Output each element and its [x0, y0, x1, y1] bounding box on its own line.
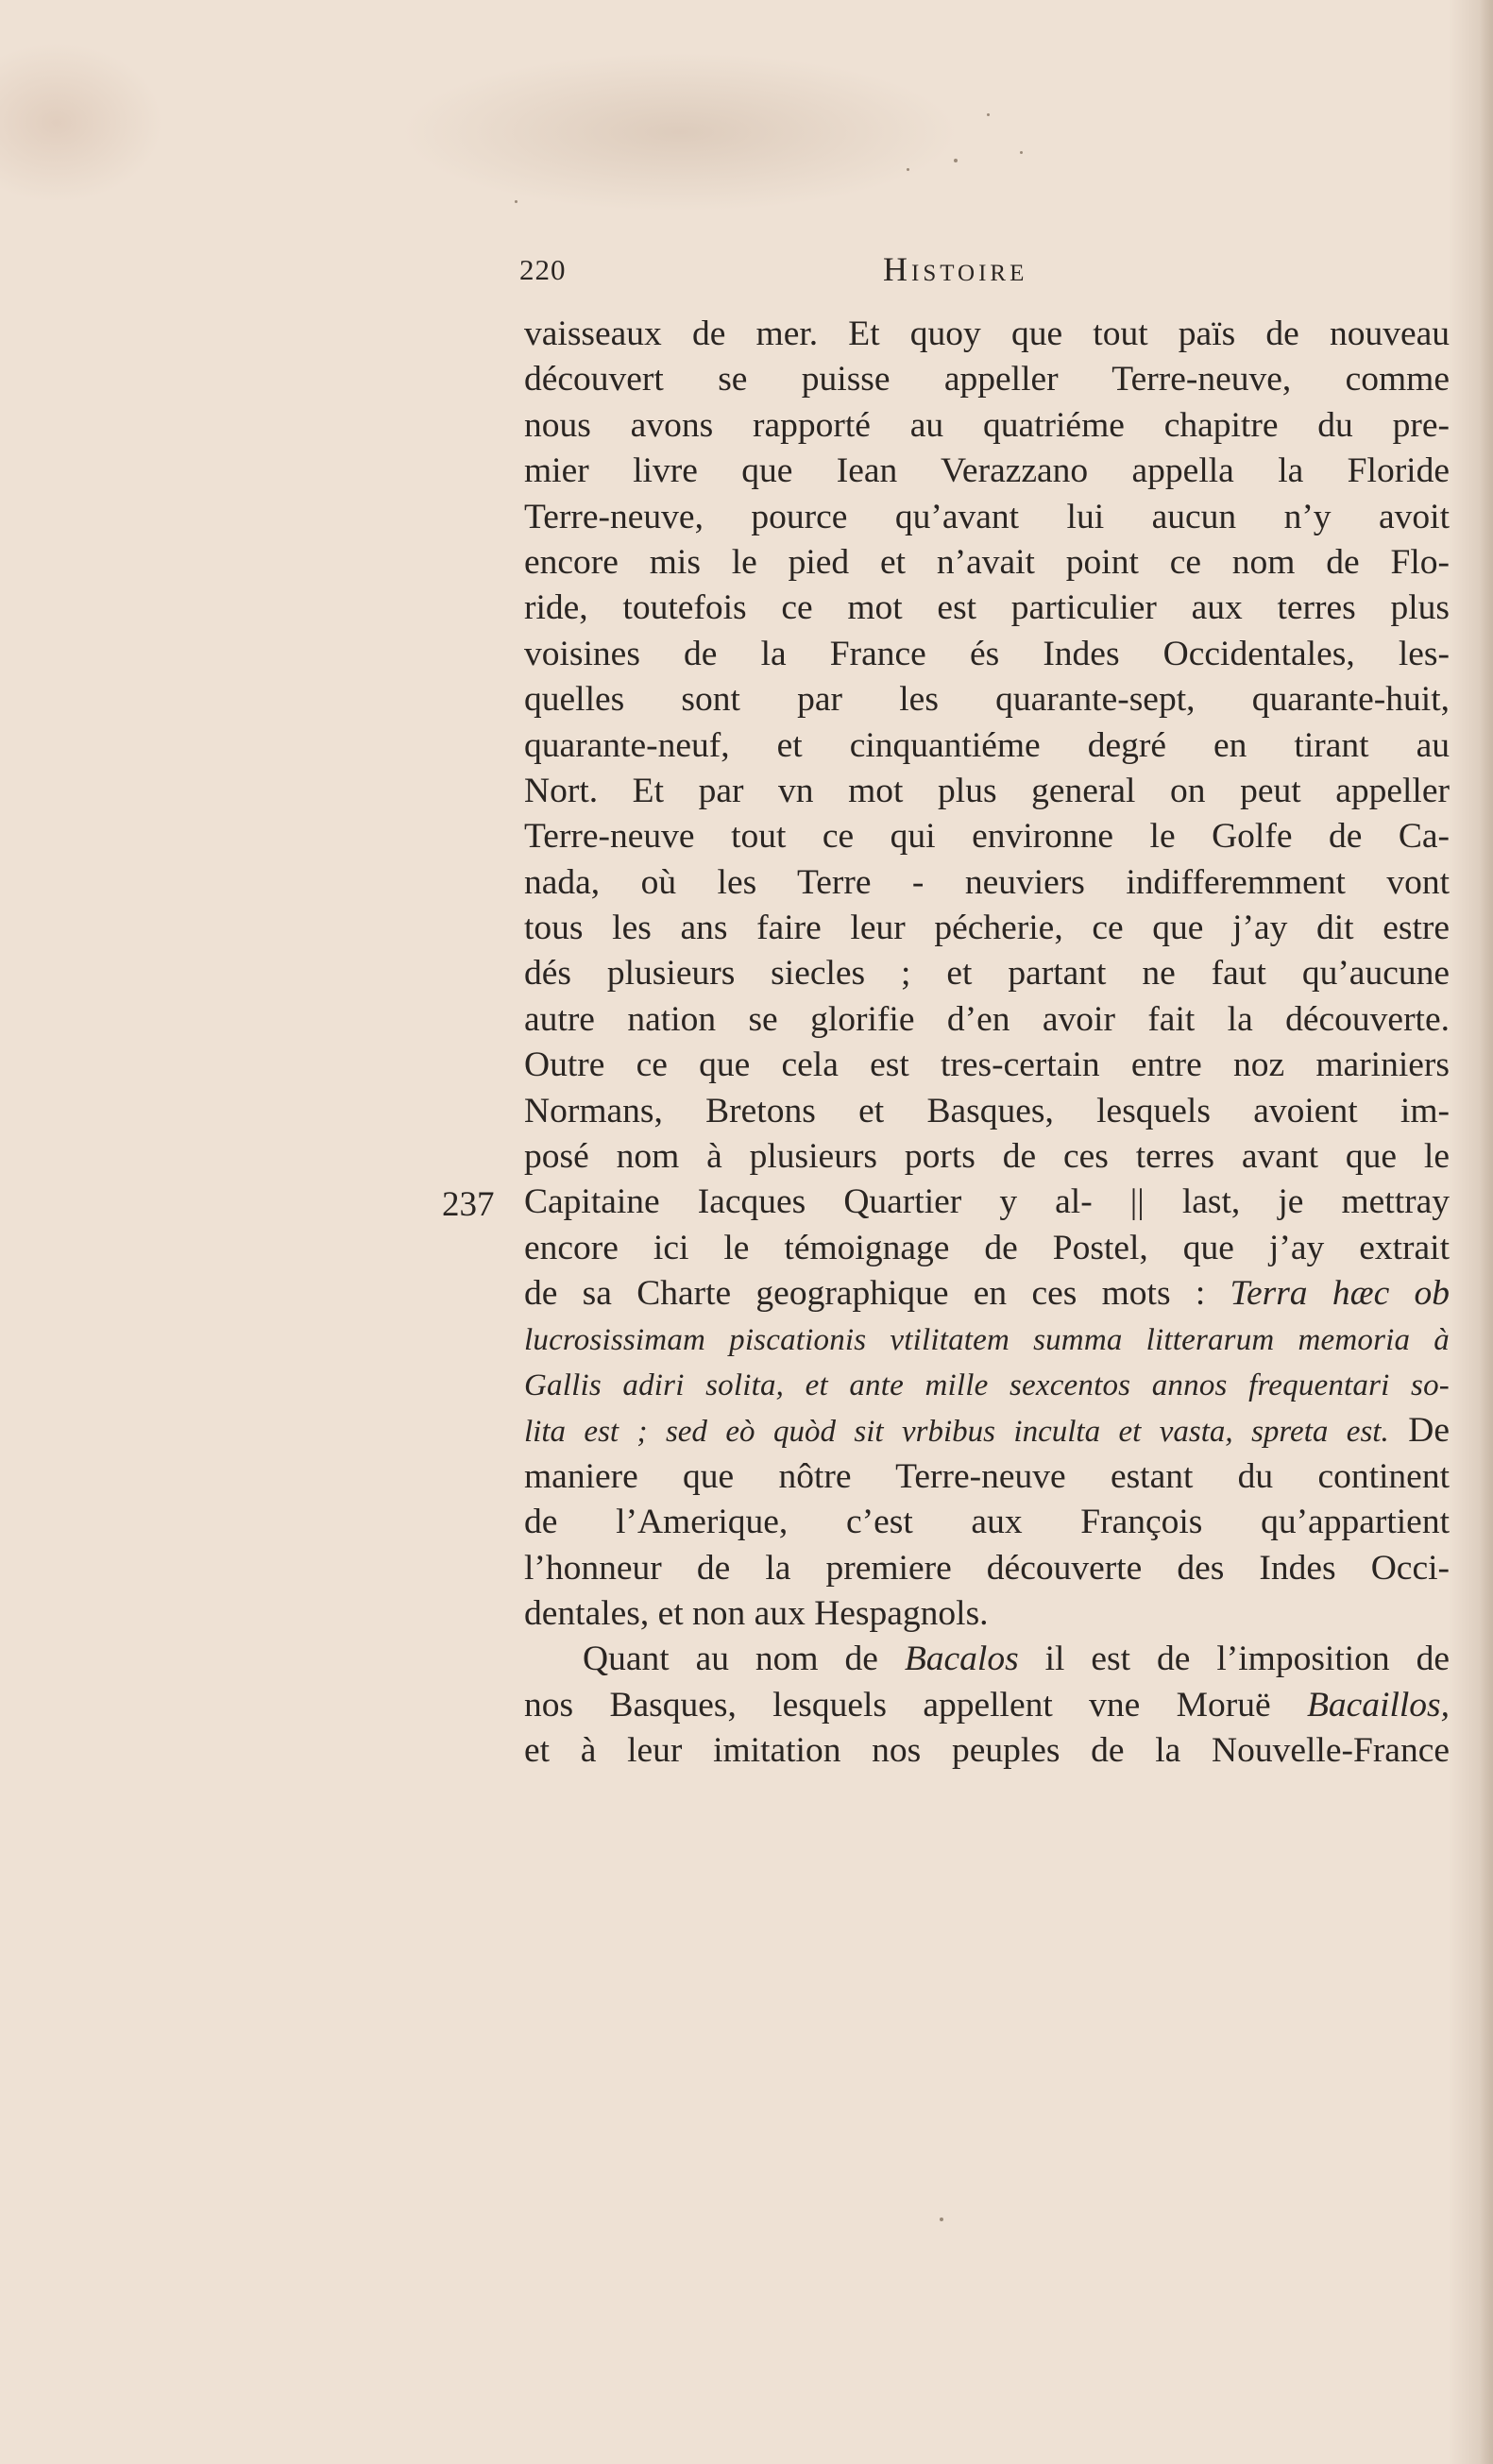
body-text	[524, 312, 1450, 1775]
italic-term: Bacalos	[904, 1640, 1019, 1679]
text-line: maniere que nôtre Terre-neuve estant du continent	[524, 1456, 1450, 1496]
latin-quote: lita est ; sed eò quòd sit vrbibus inculta et vasta, spreta est.	[524, 1415, 1389, 1450]
text-line: encore ici le témoignage de Postel, que j’ay extrait	[524, 1228, 1450, 1267]
paper-speck	[954, 159, 958, 162]
text-line: découvert se puisse appeller Terre-neuve, comme	[524, 360, 1450, 399]
text-line: encore mis le pied et n’avait point ce nom de Flo-	[524, 542, 1450, 582]
text-roman: Quant au nom de	[583, 1640, 878, 1679]
text-line: vaisseaux de mer. Et quoy que tout païs de nouveau	[524, 314, 1450, 353]
text-roman: De	[1408, 1411, 1451, 1451]
text-line: Nort. Et par vn mot plus general on peut appeller	[524, 771, 1450, 810]
text-line: ride, toutefois ce mot est particulier aux terres plus	[524, 588, 1450, 628]
latin-quote: Terra hæc ob	[1230, 1274, 1451, 1314]
text-line: dentales, et non aux Hespagnols.	[524, 1593, 989, 1633]
text-line: Normans, Bretons et Basques, lesquels avoient im-	[524, 1091, 1450, 1130]
text-line	[524, 1271, 1450, 1317]
text-line: nous avons rapporté au quatriéme chapitre du pre-	[524, 405, 1450, 445]
text-line	[524, 1683, 1450, 1728]
text-line: posé nom à plusieurs ports de ces terres avant que le	[524, 1137, 1450, 1177]
page-header	[519, 250, 1473, 300]
text-line: Capitaine Iacques Quartier y al- || last, je mettray	[524, 1182, 1450, 1222]
page-number: 220	[519, 253, 567, 286]
text-line: et à leur imitation nos peuples de la Nouvelle-France	[524, 1731, 1450, 1771]
margin-page-reference: 237	[442, 1185, 495, 1224]
text-line: de l’Amerique, c’est aux François qu’appartient	[524, 1503, 1450, 1542]
latin-quote-line: lucrosissimam piscationis vtilitatem summa litterarum memoria à	[524, 1322, 1450, 1357]
text-line: dés plusieurs siecles ; et partant ne faut qu’aucune	[524, 954, 1450, 994]
paper-speck	[515, 200, 517, 203]
latin-quote-line: Gallis adiri solita, et ante mille sexcentos annos frequentari so-	[524, 1368, 1450, 1402]
text-line: quelles sont par les quarante-sept, quarante-huit,	[524, 680, 1450, 720]
text-line: Terre-neuve tout ce qui environne le Golfe de Ca-	[524, 817, 1450, 857]
paper-speck	[987, 113, 990, 116]
text-line: nada, où les Terre - neuviers indifferemment vont	[524, 862, 1450, 902]
text-line: l’honneur de la premiere découverte des Indes Occi-	[524, 1548, 1450, 1588]
text-line: quarante-neuf, et cinquantiéme degré en tirant au	[524, 725, 1450, 765]
text-line: autre nation se glorifie d’en avoir fait la découverte.	[524, 999, 1450, 1039]
page-edge-shadow	[1480, 0, 1493, 2464]
paragraph-start-line	[524, 1637, 1450, 1682]
text-line: mier livre que Iean Verazzano appella la Floride	[524, 451, 1450, 491]
text-line: Terre-neuve, pource qu’avant lui aucun n’y avoit	[524, 497, 1450, 536]
paper-speck	[940, 2218, 943, 2221]
text-roman: de sa Charte geographique en ces mots :	[524, 1274, 1206, 1314]
text-line: Outre ce que cela est tres-certain entre noz mariniers	[524, 1045, 1450, 1085]
running-head: Histoire	[883, 250, 1028, 288]
italic-term: Bacaillos,	[1306, 1685, 1451, 1725]
text-line	[524, 1408, 1450, 1453]
text-line: tous les ans faire leur pécherie, ce que j’ay dit estre	[524, 909, 1450, 948]
text-roman: il est de l’imposition de	[1044, 1640, 1450, 1679]
text-line: voisines de la France és Indes Occidentales, les-	[524, 634, 1450, 673]
paper-speck	[1020, 151, 1023, 154]
paper-speck	[907, 168, 909, 171]
text-roman: nos Basques, lesquels appellent vne Moruë	[524, 1685, 1271, 1725]
